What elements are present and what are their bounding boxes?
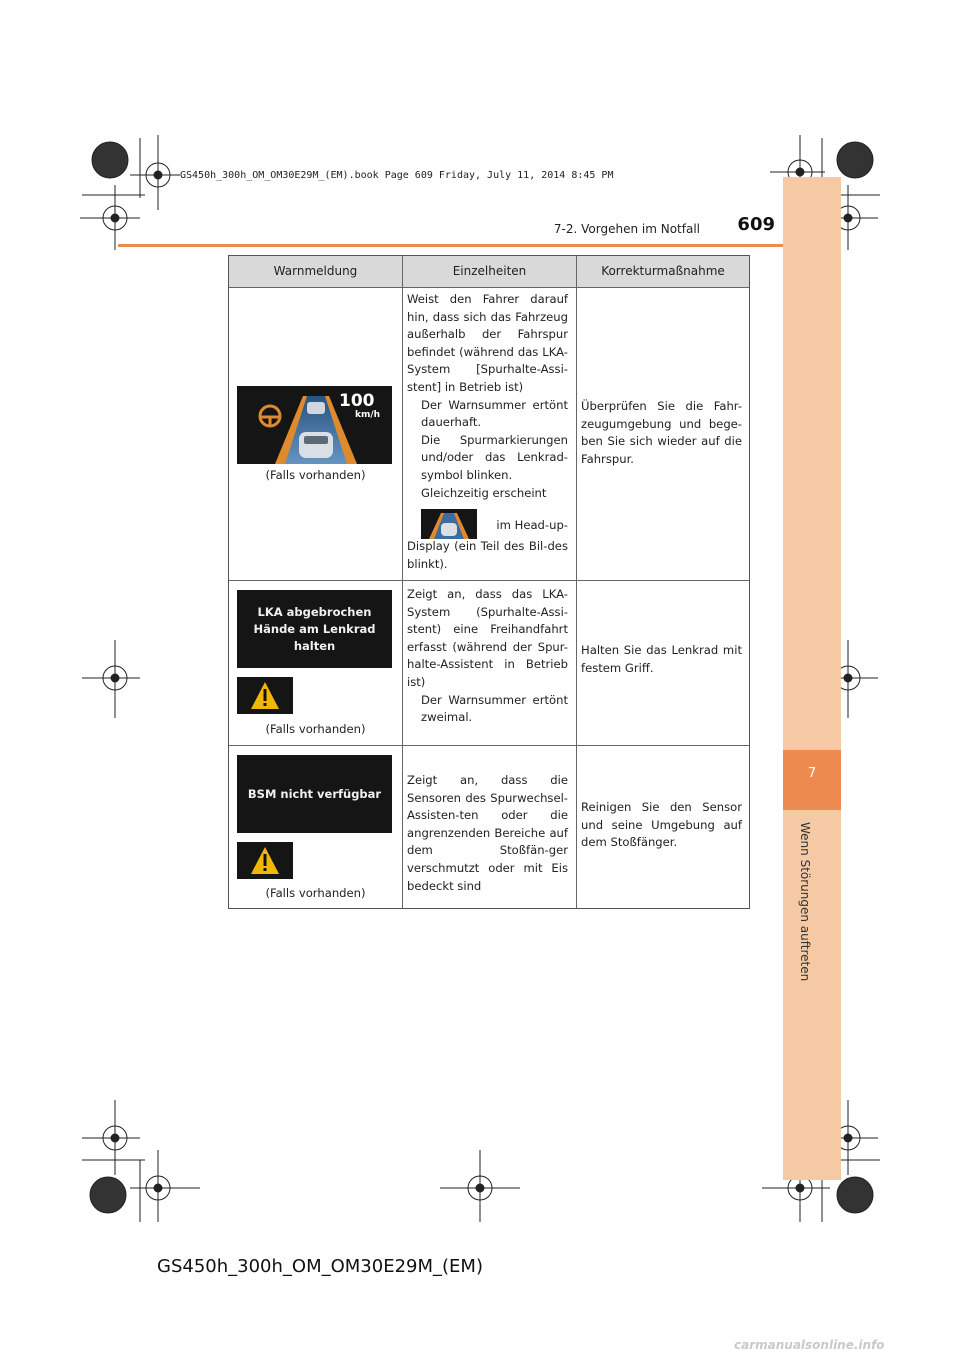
speed-unit: km/h — [355, 410, 381, 420]
lka-display-line2: Hände am Lenkrad — [253, 622, 376, 636]
bsm-display — [237, 755, 392, 833]
row-divider — [229, 287, 749, 288]
warning-indicator — [237, 842, 293, 879]
hud-lane-icon — [421, 509, 477, 539]
row1-detail-3: Gleichzeitig erscheint — [421, 485, 547, 500]
row3-details: Zeigt an, dass die Sensoren des Spurwechsel-Assisten-ten oder die angrenzenden Bereiche auf dem Stoßfän-ger verschmutzt oder mit Eis bedeckt sind — [407, 773, 568, 893]
row1-detail-5 — [407, 538, 568, 573]
row1-details — [407, 291, 568, 502]
chapter-number: 7 — [807, 766, 817, 781]
page-number: 609 — [737, 214, 775, 235]
column-header-warnmeldung: Warnmeldung — [229, 256, 402, 287]
watermark: carmanualsonline.info — [734, 1338, 885, 1352]
book-info-line: GS450h_300h_OM_OM30E29M_(EM).book Page 609 Friday, July 11, 2014 8:45 PM — [180, 170, 614, 181]
column-header-einzelheiten: Einzelheiten — [403, 256, 576, 287]
lka-display-line1: LKA abgebrochen — [257, 605, 372, 619]
side-tab — [783, 177, 841, 1180]
row1-detail-5-text: Display (ein Teil des Bil-des blinkt). — [407, 539, 568, 571]
lka-display — [237, 590, 392, 668]
row1-action: Überprüfen Sie die Fahr-zeugumgebung und bege-ben Sie sich wieder auf die Fahrspur. — [581, 399, 742, 466]
section-title: 7-2. Vorgehen im Notfall — [553, 222, 700, 236]
row2-details-intro: Zeigt an, dass das LKA-System (Spurhalte-Assi-stent) eine Freihandfahrt erfasst (während der Spur-halte-Assistent in Betrieb ist) — [407, 587, 568, 689]
row2-details — [407, 586, 568, 727]
chapter-number-box — [783, 750, 841, 810]
caption-falls-vorhanden: (Falls vorhanden) — [265, 722, 366, 736]
column-divider — [576, 256, 577, 908]
warning-table — [228, 255, 750, 909]
row1-detail-1: Der Warnsummer ertönt dauerhaft. — [421, 397, 568, 430]
column-header-korrektur: Korrekturmaßnahme — [577, 256, 749, 287]
header-rule — [118, 244, 783, 247]
row-divider — [229, 745, 749, 746]
lane-departure-display — [237, 386, 392, 464]
chapter-label: Wenn Störungen auftreten — [798, 822, 812, 982]
column-divider — [402, 256, 403, 908]
row1-details-intro: Weist den Fahrer darauf hin, dass sich das Fahrzeug außerhalb der Fahrspur befindet (während das LKA-System [Spurhalte-Assi-stent] in Betrieb ist) — [407, 292, 568, 394]
speed-value: 100 — [339, 391, 375, 411]
document-footer: GS450h_300h_OM_OM30E29M_(EM) — [157, 1256, 483, 1277]
row1-detail-2: Die Spurmarkierungen und/oder das Lenkrad-symbol blinken. — [421, 432, 568, 482]
row3-action: Reinigen Sie den Sensor und seine Umgebung auf dem Stoßfänger. — [581, 800, 742, 850]
row2-action: Halten Sie das Lenkrad mit festem Griff. — [581, 643, 742, 675]
lka-display-line3: halten — [293, 639, 336, 653]
row2-detail-1: Der Warnsummer ertönt zweimal. — [421, 692, 568, 725]
bsm-display-line1: BSM nicht verfügbar — [247, 787, 382, 801]
warning-indicator — [237, 677, 293, 714]
caption-falls-vorhanden: (Falls vorhanden) — [265, 886, 366, 900]
row-divider — [229, 580, 749, 581]
row1-detail-4: im Head-up- — [496, 518, 568, 532]
caption-falls-vorhanden: (Falls vorhanden) — [265, 468, 366, 482]
